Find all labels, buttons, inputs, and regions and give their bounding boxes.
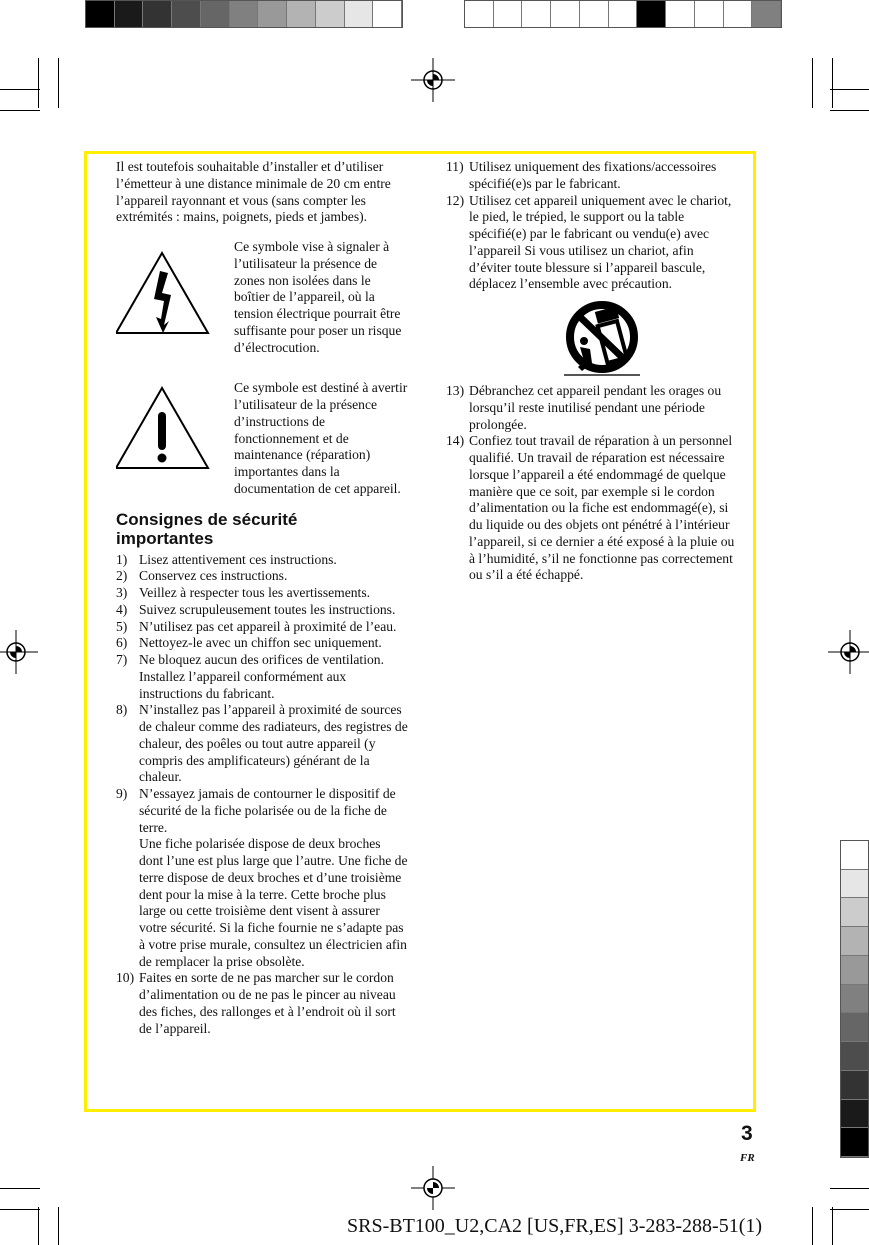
color-swatch xyxy=(841,1042,868,1071)
list-item-number: 7) xyxy=(116,652,128,667)
color-swatch xyxy=(143,1,172,27)
list-item xyxy=(116,970,408,1037)
list-item-text xyxy=(139,652,408,702)
color-swatch xyxy=(258,1,287,27)
list-item xyxy=(116,702,408,786)
page-number: 3 xyxy=(741,1122,753,1145)
color-swatch xyxy=(841,1128,868,1157)
list-item xyxy=(446,159,738,193)
lightning-warning-icon xyxy=(116,251,234,341)
list-item-main-text: Nettoyez-le avec un chiffon sec uniquement. xyxy=(139,635,382,651)
color-swatch xyxy=(841,1013,868,1042)
color-swatch xyxy=(201,1,230,27)
list-item xyxy=(116,786,408,970)
list-item xyxy=(446,433,738,584)
list-item-main-text: N’essayez jamais de contourner le dispositif de sécurité de la fiche polarisée ou de la fiche de terre. xyxy=(139,786,396,835)
list-item-main-text: N’installez pas l’appareil à proximité de sources de chaleur comme des radiateurs, des registres de chaleur, des poêles ou tout autre appareil (y compris des amplificateurs) générant de la chaleur. xyxy=(139,702,408,785)
color-swatch xyxy=(609,1,638,27)
list-item-main-text: N’utilisez pas cet appareil à proximité de l’eau. xyxy=(139,618,397,634)
color-bar-side xyxy=(840,840,869,1158)
color-swatch xyxy=(841,1071,868,1100)
color-swatch xyxy=(666,1,695,27)
list-item-number: 8) xyxy=(116,702,128,718)
cart-tip-over-warning-icon xyxy=(562,301,642,377)
lightning-symbol-text: Ce symbole vise à signaler à l’utilisateur la présence de zones non isolées dans le boîtier de l’appareil, où la tension électrique pourrait être suffisante pour poser un risque d’électrocution. xyxy=(234,239,402,355)
color-swatch xyxy=(841,870,868,899)
color-swatch xyxy=(86,1,115,27)
color-swatch xyxy=(551,1,580,27)
list-item-text xyxy=(139,786,408,970)
list-item-main-text: Utilisez uniquement des fixations/accessoires spécifié(e)s par le fabricant. xyxy=(469,159,717,191)
color-swatch xyxy=(695,1,724,27)
left-column xyxy=(116,159,408,1037)
list-item-number: 3) xyxy=(116,585,128,600)
color-swatch xyxy=(115,1,144,27)
color-swatch xyxy=(841,1100,868,1129)
list-item xyxy=(116,568,408,585)
color-swatch xyxy=(841,841,868,870)
registration-mark-icon xyxy=(0,630,38,674)
registration-mark-icon xyxy=(411,1166,455,1210)
document-footer-code: SRS-BT100_U2,CA2 [US,FR,ES] 3-283-288-51(1) xyxy=(347,1215,763,1237)
list-item-number: 9) xyxy=(116,786,128,801)
list-item xyxy=(116,552,408,569)
safety-list-continued-2 xyxy=(446,383,738,584)
right-column xyxy=(446,159,738,584)
exclamation-symbol-block xyxy=(116,380,408,497)
list-item-main-text: Ne bloquez aucun des orifices de ventilation. Installez l’appareil conformément aux instructions du fabricant. xyxy=(139,652,384,701)
page-language: FR xyxy=(740,1152,755,1164)
list-item-main-text: Veillez à respecter tous les avertissements. xyxy=(139,585,371,600)
registration-mark-icon xyxy=(411,58,455,102)
list-item-number: 6) xyxy=(116,635,128,651)
list-item-number: 12) xyxy=(446,192,465,208)
color-swatch xyxy=(373,1,402,27)
list-item-main-text: Lisez attentivement ces instructions. xyxy=(139,551,337,567)
registration-mark-icon xyxy=(828,630,869,674)
list-item xyxy=(116,652,408,702)
color-swatch xyxy=(287,1,316,27)
color-swatch xyxy=(752,1,781,27)
list-item-number: 14) xyxy=(446,433,465,449)
color-swatch xyxy=(316,1,345,27)
color-swatch xyxy=(494,1,523,27)
list-item-text xyxy=(139,970,408,1037)
color-swatch xyxy=(724,1,753,27)
list-item xyxy=(446,193,738,294)
intro-paragraph: Il est toutefois souhaitable d’installer et d’utiliser l’émetteur à une distance minimale de 20 cm entre l’appareil rayonnant et vous (sans compter les extrémités : mains, poignets, pieds et jambes). xyxy=(116,159,391,225)
color-swatch xyxy=(841,898,868,927)
list-item-number: 4) xyxy=(116,601,128,617)
color-swatch xyxy=(580,1,609,27)
exclamation-warning-icon xyxy=(116,386,234,476)
list-item-text xyxy=(139,602,395,619)
color-swatch xyxy=(637,1,666,27)
list-item-number: 13) xyxy=(446,383,465,398)
color-swatch xyxy=(172,1,201,27)
list-item-number: 1) xyxy=(116,551,128,567)
list-item-text xyxy=(139,635,382,652)
list-item-number: 11) xyxy=(446,159,464,174)
list-item xyxy=(116,602,408,619)
list-item-main-text: Utilisez cet appareil uniquement avec le chariot, le pied, le trépied, le support ou la table spécifié(e) par le fabricant ou vendu(e) avec l’appareil Si vous utilisez un chariot, afin d’éviter toute blessure si l’appareil bascule, déplacez l’ensemble avec précaution. xyxy=(469,192,732,292)
cart-warning-figure xyxy=(466,301,738,377)
list-item-number: 5) xyxy=(116,618,128,634)
list-item-main-text: Confiez tout travail de réparation à un personnel qualifié. Un travail de réparation est nécessaire lorsque l’appareil a été endommagé de quelque manière que ce soit, par exemple si le cordon d’alimentation ou la fiche est endommagé(e), si du liquide ou des objets ont pénétré à l’intérieur l’appareil, si ce dernier a été exposé à la pluie ou à l’humidité, s’il ne fonctionne pas correctement ou s’il a été échappé. xyxy=(469,433,735,583)
color-swatch xyxy=(345,1,374,27)
list-item-main-text: Conservez ces instructions. xyxy=(139,568,288,584)
section-heading: Consignes de sécurité importantes xyxy=(116,509,298,548)
list-item-text xyxy=(139,619,396,636)
list-item xyxy=(116,619,408,636)
color-swatch xyxy=(465,1,494,27)
list-item-text xyxy=(139,568,287,585)
list-item-text xyxy=(139,552,337,569)
color-swatch xyxy=(841,927,868,956)
safety-list-continued xyxy=(446,159,738,293)
list-item-main-text: Faites en sorte de ne pas marcher sur le cordon d’alimentation ou de ne pas le pincer au niveau des fiches, des rallonges et à l’endroit où il sort de l’appareil. xyxy=(139,970,396,1036)
list-item-main-text: Débranchez cet appareil pendant les orages ou lorsqu’il reste inutilisé pendant une période prolongée. xyxy=(469,383,722,432)
list-item-main-text: Suivez scrupuleusement toutes les instructions. xyxy=(139,601,396,617)
list-item-extra-text: Une fiche polarisée dispose de deux broches dont l’une est plus large que l’autre. Une fiche de terre dispose de deux broches et d’une troisième dent pour la mise à la terre. Cette broche plus large ou cette troisième dent visent à assurer votre sécurité. Si la fiche fournie ne s’adapte pas à votre prise murale, consultez un électricien afin de remplacer la prise obsolète. xyxy=(139,836,408,969)
list-item xyxy=(116,635,408,652)
list-item xyxy=(116,585,408,602)
exclamation-symbol-text: Ce symbole est destiné à avertir l’utilisateur de la présence d’instructions de fonctionnement et de maintenance (réparation) importantes dans la documentation de cet appareil. xyxy=(234,380,408,496)
list-item xyxy=(446,383,738,433)
lightning-symbol-block xyxy=(116,239,408,356)
color-swatch xyxy=(230,1,259,27)
list-item-text xyxy=(139,585,370,602)
list-item-number: 10) xyxy=(116,970,135,986)
list-item-text xyxy=(469,383,738,433)
color-swatch xyxy=(841,985,868,1014)
list-item-number: 2) xyxy=(116,568,128,584)
list-item-text xyxy=(469,433,738,584)
list-item-text xyxy=(469,159,738,193)
color-swatch xyxy=(522,1,551,27)
safety-list xyxy=(116,552,408,1038)
color-swatch xyxy=(841,956,868,985)
list-item-text xyxy=(139,702,408,786)
color-bar-top-left xyxy=(85,0,403,28)
color-bar-top-right xyxy=(464,0,782,28)
list-item-text xyxy=(469,193,738,294)
